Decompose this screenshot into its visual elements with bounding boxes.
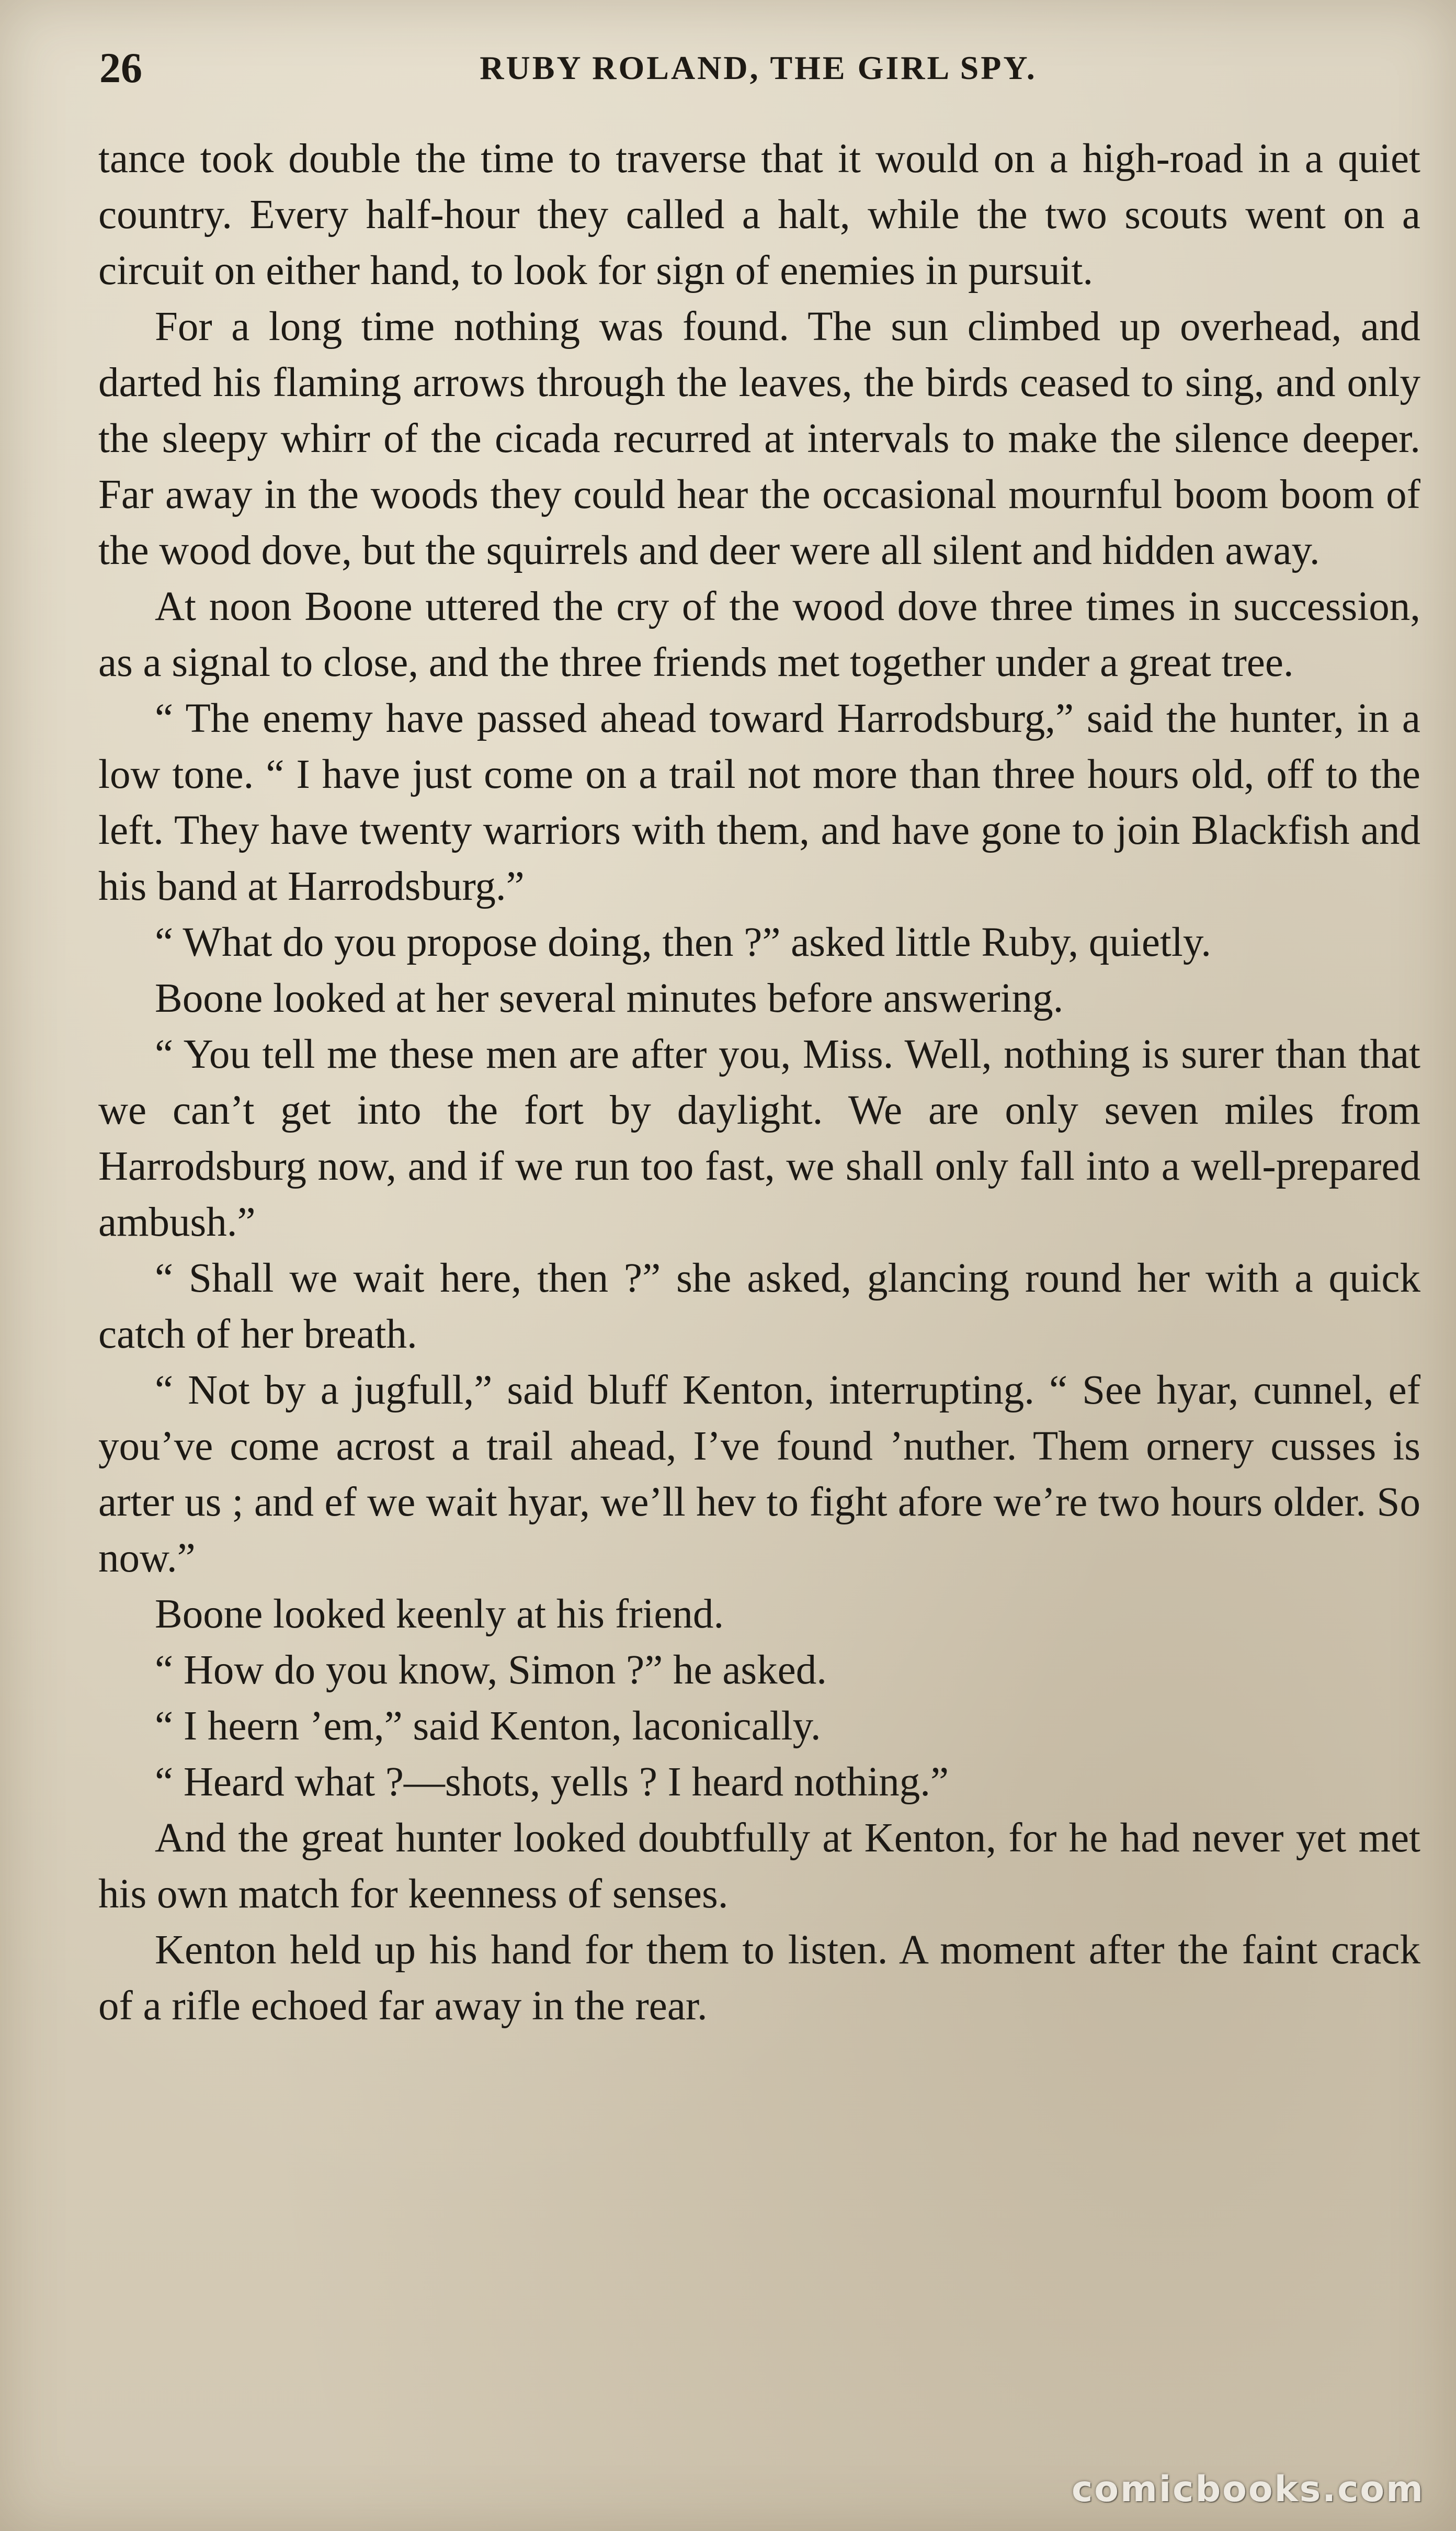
paragraph: tance took double the time to traverse that it would on a high-road in a quiet country. Every half-hour they called a halt, while the two scouts went on a circuit on either hand, to look for sign of enemies in pursuit.	[98, 136, 1420, 293]
paragraph: “ The enemy have passed ahead toward Harrodsburg,” said the hunter, in a low tone. “ I have just come on a trail not more than three hours old, off to the left. They have twenty warriors with them, and have gone to join Blackfish and his band at Harrodsburg.”	[98, 696, 1420, 909]
paragraph: At noon Boone uttered the cry of the wood dove three times in succession, as a signal to close, and the three friends met together under a great tree.	[98, 584, 1420, 685]
watermark: comicbooks.com	[1071, 2469, 1425, 2510]
page-number: 26	[99, 44, 142, 92]
paragraph: And the great hunter looked doubtfully at Kenton, for he had never yet met his own match for keenness of senses.	[98, 1815, 1420, 1917]
paragraph: Boone looked keenly at his friend.	[155, 1591, 724, 1637]
paragraph: Boone looked at her several minutes before answering.	[155, 976, 1064, 1021]
running-head: RUBY ROLAND, THE GIRL SPY.	[480, 49, 1037, 86]
paragraph: “ What do you propose doing, then ?” asked little Ruby, quietly.	[155, 920, 1211, 965]
page-header	[99, 37, 1417, 99]
paragraph: “ How do you know, Simon ?” he asked.	[155, 1647, 827, 1693]
paragraph: “ Shall we wait here, then ?” she asked, glancing round her with a quick catch of her breath.	[98, 1256, 1420, 1357]
paragraph: For a long time nothing was found. The sun climbed up overhead, and darted his flaming arrows through the leaves, the birds ceased to sing, and only the sleepy whirr of the cicada recurred at intervals to make the silence deeper. Far away in the woods they could hear the occasional mournful boom boom of the wood dove, but the squirrels and deer were all silent and hidden away.	[98, 304, 1420, 573]
paragraph: “ You tell me these men are after you, Miss. Well, nothing is surer than that we can’t get into the fort by daylight. We are only seven miles from Harrodsburg now, and if we run too fast, we shall only fall into a well-prepared ambush.”	[98, 1032, 1420, 1245]
paragraph: Kenton held up his hand for them to listen. A moment after the faint crack of a rifle echoed far away in the rear.	[98, 1927, 1420, 2029]
body-text	[98, 131, 1420, 2034]
paragraph: “ Heard what ?—shots, yells ? I heard nothing.”	[155, 1759, 949, 1805]
paragraph: “ I heern ’em,” said Kenton, laconically.	[155, 1703, 821, 1749]
paragraph: “ Not by a jugfull,” said bluff Kenton, interrupting. “ See hyar, cunnel, ef you’ve come acrost a trail ahead, I’ve found ’nuther. Them ornery cusses is arter us ; and ef we wait hyar, we’ll hev to fight afore we’re two hours older. So now.”	[98, 1368, 1420, 1581]
